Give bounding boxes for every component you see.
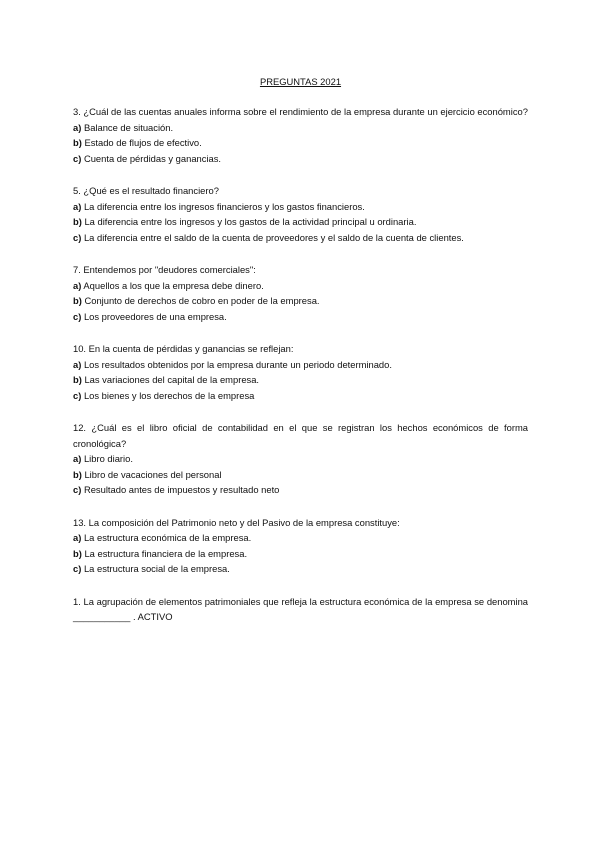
option-b — [73, 135, 528, 151]
question-12 — [73, 420, 528, 498]
option-c — [73, 388, 528, 404]
option-text: Resultado antes de impuestos y resultado neto — [81, 484, 280, 495]
option-letter: c) — [73, 231, 82, 243]
option-text: La diferencia entre los ingresos financieros y los gastos financieros. — [81, 200, 365, 212]
option-b — [73, 467, 528, 483]
question-1 — [73, 594, 528, 625]
option-letter: b) — [73, 374, 82, 385]
option-text: La diferencia entre los ingresos y los gastos de la actividad principal u ordinaria. — [81, 216, 417, 227]
question-10 — [73, 341, 528, 403]
document-title: PREGUNTAS 2021 — [259, 76, 342, 87]
option-a — [73, 120, 528, 136]
question-text: 12. ¿Cuál es el libro oficial de contabilidad en el que se registran los hechos económicos de forma cronológica? — [73, 422, 528, 449]
option-letter: a) — [73, 532, 82, 543]
question-text: 13. La composición del Patrimonio neto y del Pasivo de la empresa constituye: — [73, 516, 400, 528]
option-a — [73, 357, 528, 373]
option-c — [73, 482, 528, 498]
option-b — [73, 214, 528, 230]
option-text: Balance de situación. — [81, 121, 174, 133]
option-text: La estructura social de la empresa. — [81, 563, 230, 574]
option-c — [73, 151, 528, 167]
option-letter: b) — [73, 295, 82, 306]
option-text: Aquellos a los que la empresa debe dinero. — [81, 279, 264, 291]
question-5 — [73, 183, 528, 245]
option-letter: a) — [73, 453, 82, 464]
option-text: Las variaciones del capital de la empresa. — [81, 374, 260, 385]
option-letter: c) — [73, 310, 82, 322]
option-text: Estado de flujos de efectivo. — [81, 137, 202, 148]
option-a — [73, 199, 528, 215]
option-b — [73, 372, 528, 388]
option-text: La diferencia entre el saldo de la cuenta de proveedores y el saldo de la cuenta de clientes. — [81, 231, 464, 243]
option-c — [73, 561, 528, 577]
question-text: 10. En la cuenta de pérdidas y ganancias se reflejan: — [73, 343, 294, 354]
option-text: Conjunto de derechos de cobro en poder de la empresa. — [81, 295, 320, 306]
option-letter: b) — [73, 137, 82, 148]
option-letter: c) — [73, 389, 82, 401]
option-text: Los bienes y los derechos de la empresa — [81, 389, 255, 401]
question-text: 5. ¿Qué es el resultado financiero? — [73, 185, 219, 196]
option-letter: b) — [73, 547, 82, 559]
option-letter: b) — [73, 468, 82, 480]
option-text: Los proveedores de una empresa. — [81, 310, 227, 322]
question-text: 1. La agrupación de elementos patrimoniales que refleja la estructura económica de la empresa se denomina ___________ . ACTIVO — [73, 595, 528, 622]
option-b — [73, 293, 528, 309]
option-b — [73, 546, 528, 562]
option-a — [73, 278, 528, 294]
option-text: Los resultados obtenidos por la empresa durante un periodo determinado. — [81, 358, 392, 370]
option-text: Libro diario. — [81, 453, 133, 464]
option-text: Libro de vacaciones del personal — [81, 468, 222, 480]
option-letter: c) — [73, 484, 82, 495]
option-letter: a) — [73, 121, 82, 133]
option-text: La estructura financiera de la empresa. — [81, 547, 248, 559]
question-text: 3. ¿Cuál de las cuentas anuales informa sobre el rendimiento de la empresa durante un ejercicio económico? — [73, 106, 528, 117]
option-letter: c) — [73, 152, 82, 164]
document-page — [73, 76, 528, 642]
question-text: 7. Entendemos por "deudores comerciales": — [73, 264, 256, 275]
question-3 — [73, 104, 528, 166]
question-13 — [73, 515, 528, 577]
option-letter: a) — [73, 279, 82, 291]
option-c — [73, 309, 528, 325]
option-letter: a) — [73, 358, 82, 370]
option-text: Cuenta de pérdidas y ganancias. — [81, 152, 222, 164]
option-a — [73, 530, 528, 546]
option-a — [73, 451, 528, 467]
question-7 — [73, 262, 528, 324]
option-letter: b) — [73, 216, 82, 227]
option-letter: c) — [73, 563, 82, 574]
option-letter: a) — [73, 200, 82, 212]
option-c — [73, 230, 528, 246]
option-text: La estructura económica de la empresa. — [81, 532, 252, 543]
